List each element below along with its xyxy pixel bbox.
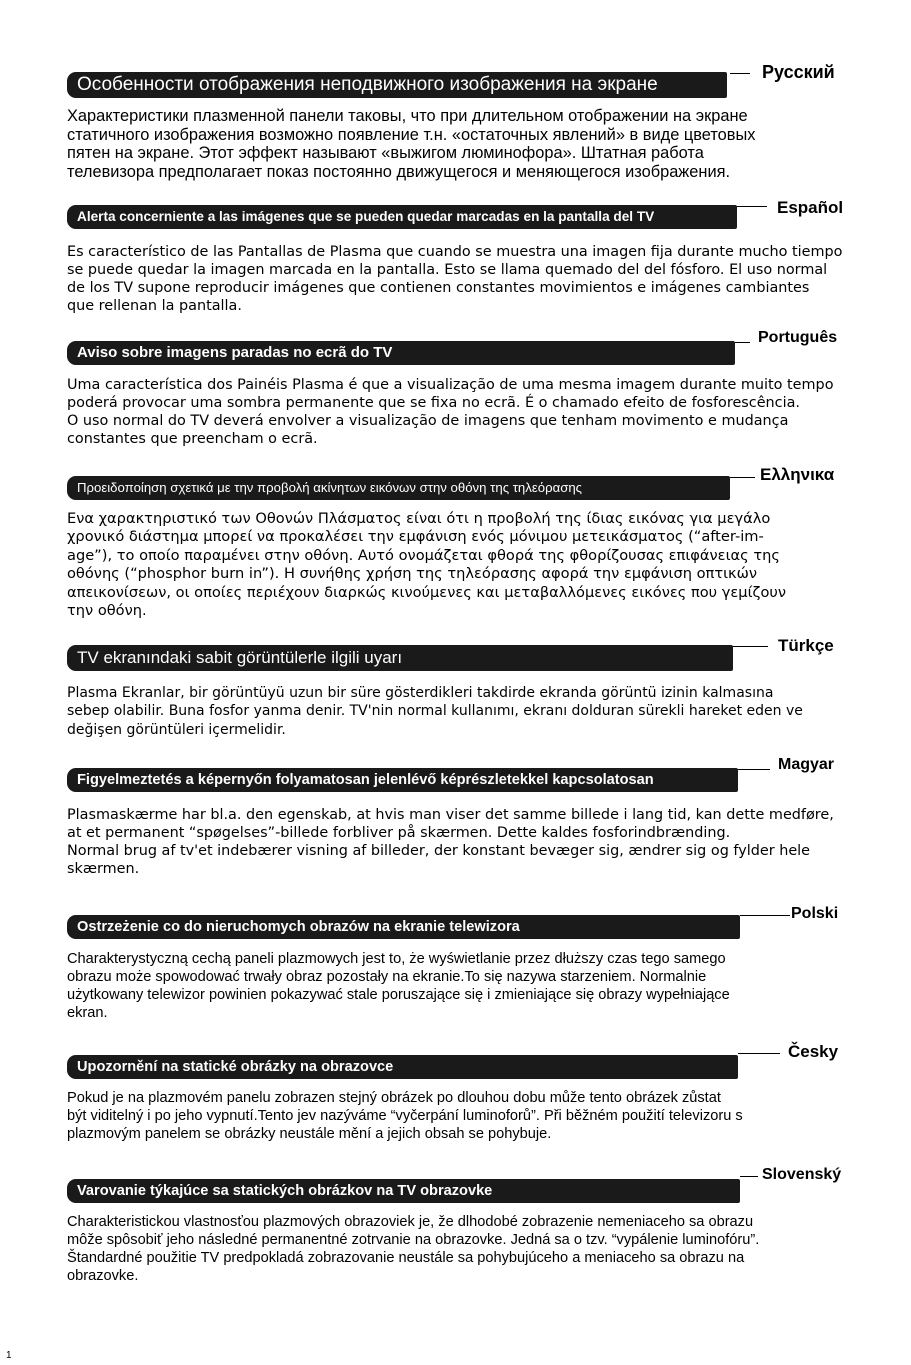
section-title: Aviso sobre imagens paradas no ecrã do TV <box>77 344 393 361</box>
section-header <box>67 72 727 98</box>
section-rule <box>740 1176 758 1177</box>
section-body: Ενα χαρακτηριστικό των Οθονών Πλάσματος είναι ότι η προβολή της ίδιας εικόνας για μεγάλο χρονικό διάστημα μπορεί να προκαλέσει την εμφάνιση ενός μόνιμου μετεικάσματος (“after-im- age”), το οποίο παραμένει στην οθόνη. Αυτό ονομάζεται φθορά της φθορίζουσας επιφάνειας της οθόνης (“phosphor burn in”). Η συνήθης χρήση της τηλεόρασης αφορά την εμφάνιση οπτικών απεικονίσεων, οι οποίες περιέχουν διαρκώς κινούμενες και μεταβαλλόμενες εικόνες που γεμίζουν την οθόνη. <box>67 510 786 620</box>
language-label: Español <box>777 198 844 217</box>
section-header <box>67 341 735 365</box>
section-title: Προειδοποίηση σχετικά με την προβολή ακίνητων εικόνων στην οθόνη της τηλεόρασης <box>77 480 583 495</box>
section-title: Alerta concerniente a las imágenes que se pueden quedar marcadas en la pantalla del TV <box>77 209 655 224</box>
section-header <box>67 1055 738 1079</box>
section-body: Plasma Ekranlar, bir görüntüyü uzun bir süre gösterdikleri takdirde ekranda görüntü izinin kalmasına sebep olabilir. Buna fosfor yanma denir. TV'nin normal kullanımı, ekranı dolduran sürekli hareket eden ve değişen görüntüleri içermelidir. <box>67 685 803 738</box>
section-header <box>67 915 740 939</box>
language-label: Ελληνικα <box>760 465 835 484</box>
section-rule <box>730 73 750 74</box>
section-rule <box>730 477 755 478</box>
section-rule <box>740 915 790 916</box>
section-rule <box>738 769 770 770</box>
section-title: TV ekranındaki sabit görüntülerle ilgili uyarı <box>77 648 403 667</box>
section-rule <box>738 1053 780 1054</box>
section-body: Pokud je na plazmovém panelu zobrazen stejný obrázek po dlouhou dobu může tento obrázek zůstat být viditelný i po jeho vypnutí.Tento jev nazýváme “vyčerpání luminoforů”. Při běžném použití televizoru s plazmovým panelem se obrázky neustále mění a jejich obsah se pohybuje. <box>67 1090 743 1142</box>
section-body: Es característico de las Pantallas de Plasma que cuando se muestra una imagen fija durante mucho tiempo se puede quedar la imagen marcada en la pantalla. Esto se llama quemado del del fósforo. El uso normal de los TV supone reproducir imágenes que contienen constantes movimientos e imágenes cambiantes que rellenan la pantalla. <box>67 244 843 314</box>
section-rule <box>733 646 768 647</box>
language-label: Česky <box>788 1042 839 1061</box>
section-header <box>67 645 733 671</box>
language-label: Polski <box>791 905 839 922</box>
section-title: Varovanie týkajúce sa statických obrázkov na TV obrazovke <box>77 1183 493 1199</box>
language-label: Português <box>758 329 838 346</box>
section-title: Ostrzeżenie co do nieruchomych obrazów na ekranie telewizora <box>77 919 520 935</box>
section-body: Uma característica dos Painéis Plasma é que a visualização de uma mesma imagem durante muito tempo poderá provocar uma sombra permanente que se fixa no ecrã. É o chamado efeito de fosforescência. O uso normal do TV deverá envolver a visualização de imagens que tenham movimento e mudança constantes que preencham o ecrã. <box>67 377 834 447</box>
section-body: Charakteristickou vlastnosťou plazmových obrazoviek je, že dlhodobé zobrazenie nemeniaceho sa obrazu môže spôsobiť jeho následné permanentné zotrvanie na obrazovke. Jedná sa o tzv. “vypálenie luminofóru”. Štandardné použitie TV predpokladá zobrazovanie neustále sa pohybujúceho a meniaceho sa obrazu na obrazovke. <box>67 1214 760 1284</box>
section-header <box>67 476 730 500</box>
section-header <box>67 205 737 229</box>
section-title: Upozornění na statické obrázky na obrazovce <box>77 1059 394 1075</box>
page-mark: 1 <box>6 1350 12 1361</box>
section-body: Plasmaskærme har bl.a. den egenskab, at hvis man viser det samme billede i lang tid, kan dette medføre, at et permanent “spøgelses”-billede forbliver på skærmen. Dette kaldes fosforindbrænding. Normal brug af tv'et indebærer visning af billeder, der konstant bevæger sig, ændrer sig og fylder hele skærmen. <box>67 807 834 877</box>
language-label: Русский <box>762 62 835 82</box>
section-title: Особенности отображения неподвижного изображения на экране <box>77 74 658 95</box>
section-header <box>67 1179 740 1203</box>
section-rule <box>735 206 767 207</box>
language-label: Slovenský <box>762 1166 842 1183</box>
section-title: Figyelmeztetés a képernyőn folyamatosan jelenlévő képrészletekkel kapcsolatosan <box>77 772 654 788</box>
section-rule <box>735 342 750 343</box>
language-label: Türkçe <box>778 636 834 655</box>
language-label: Magyar <box>778 756 835 773</box>
section-body: Характеристики плазменной панели таковы, что при длительном отображении на экране статичного изображения возможно появление т.н. «остаточных явлений» в виде цветовых пятен на экране. Этот эффект называют «выжигом люминофора». Штатная работа телевизора предполагает показ постоянно движущегося и меняющегося изображения. <box>67 107 756 181</box>
section-header <box>67 768 738 792</box>
section-body: Charakterystyczną cechą paneli plazmowych jest to, że wyświetlanie przez dłuższy czas tego samego obrazu może spowodować trwały obraz pozostały na ekranie.To się nazywa starzeniem. Normalnie użytkowany telewizor powinien pokazywać stale poruszające się i zmieniające się obrazy wypełniające ekran. <box>67 951 730 1021</box>
